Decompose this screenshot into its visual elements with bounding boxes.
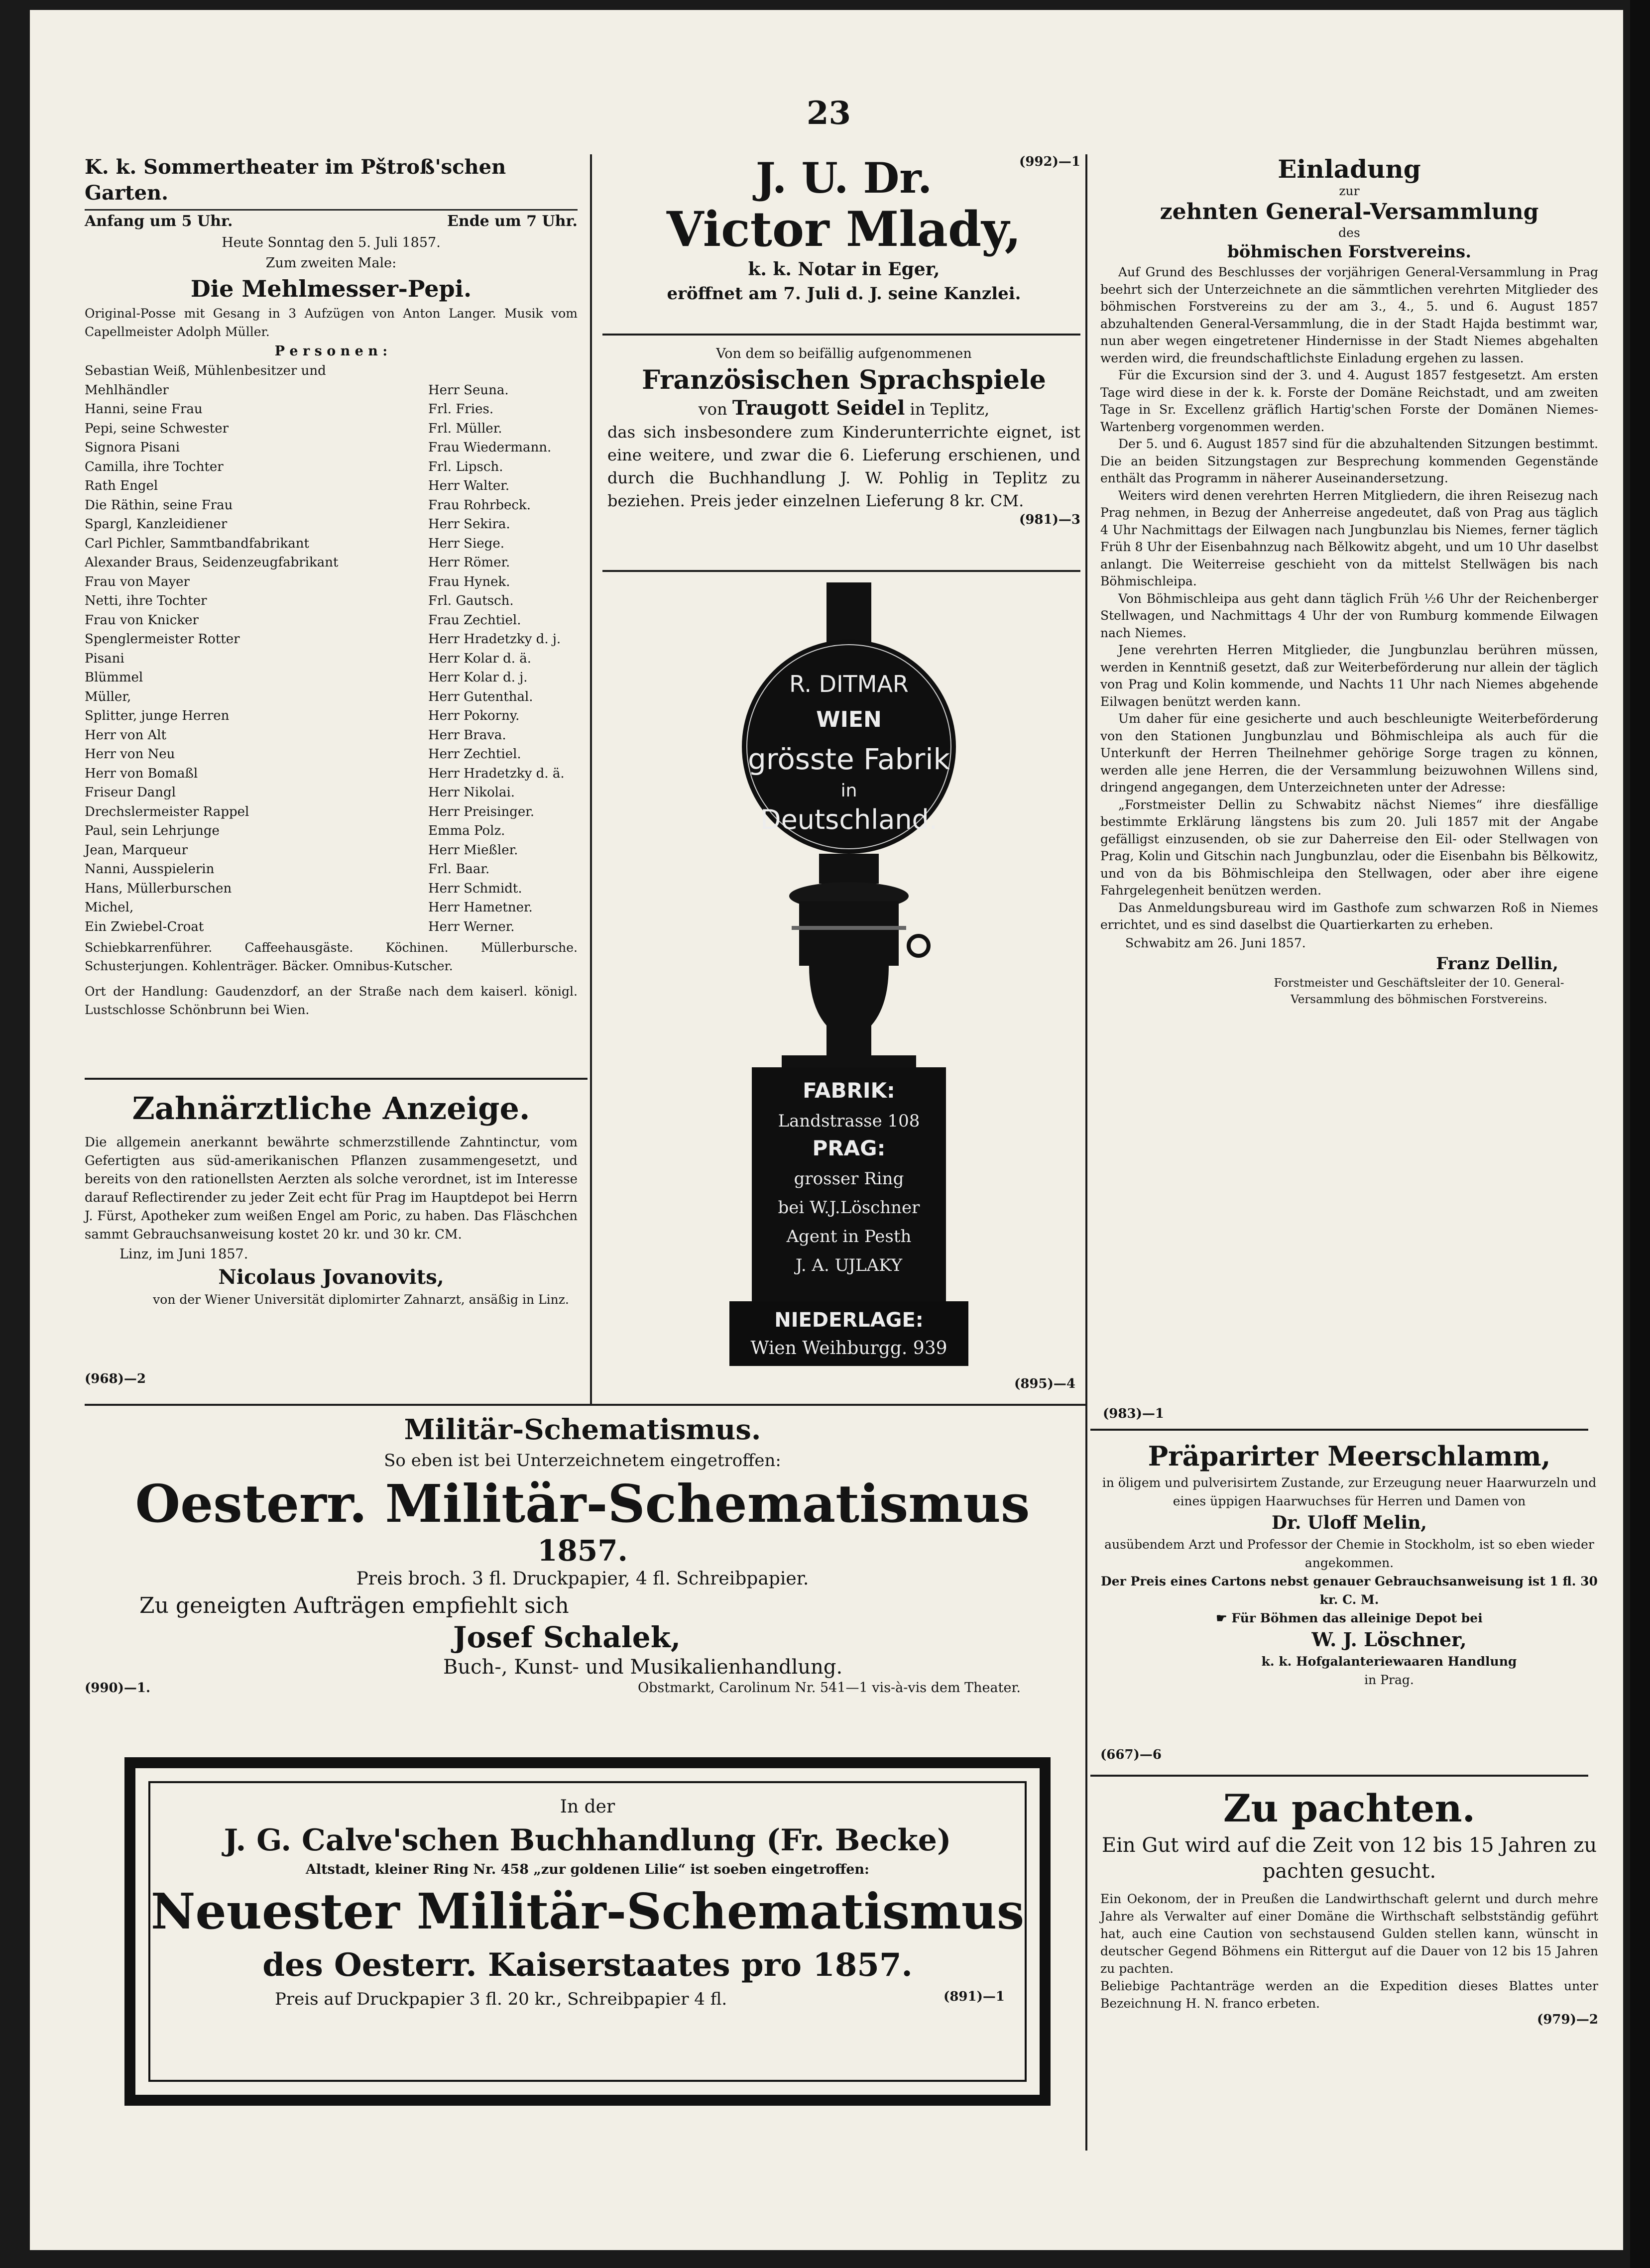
schema-header: Militär-Schematismus. xyxy=(404,1413,761,1446)
scan-border xyxy=(1630,0,1650,2268)
section-rule-mid-bottom xyxy=(602,570,1080,572)
french-serial: (981)—3 xyxy=(1019,512,1080,527)
forest-paragraph: Der 5. und 6. August 1857 sind für die abzuhaltenden Sitzungen bestimmt. Die an beiden Sitzungstagen zur Besprechung kommenden Gegenstände enthält das Programm in näherer Auseinandersetzung. xyxy=(1100,437,1598,485)
french-intro: Von dem so beifällig aufgenommenen xyxy=(716,346,972,361)
cast-actor: Herr Zechtiel. xyxy=(428,747,521,762)
theater-announcement xyxy=(85,154,578,1019)
meerschaum-depot: ☛ Für Böhmen das alleinige Depot bei xyxy=(1216,1611,1483,1625)
cast-actor xyxy=(428,361,578,381)
meerschaum-dealer-desc: k. k. Hofgalanteriewaaren Handlung xyxy=(1261,1654,1517,1669)
section-rule-right-1 xyxy=(1090,1429,1588,1431)
calve-in-der: In der xyxy=(560,1797,615,1817)
cast-actor: Emma Polz. xyxy=(428,823,505,838)
cast-actor: Herr Nikolai. xyxy=(428,785,515,800)
lamp-serial: (895)—4 xyxy=(1014,1376,1075,1391)
lamp-base-line: bei W.J.Löschner xyxy=(778,1198,920,1218)
cast-role: Frau von Knicker xyxy=(85,612,199,628)
cast-actor: Frau Zechtiel. xyxy=(428,612,521,628)
calve-footer xyxy=(150,1986,1025,2009)
notary-opens: eröffnet am 7. Juli d. J. seine Kanzlei. xyxy=(667,284,1021,304)
cast-role: Die Räthin, seine Frau xyxy=(85,497,233,513)
cast-row xyxy=(85,381,578,400)
cast-role: Michel, xyxy=(85,900,134,915)
cast-role: Paul, sein Lehrjunge xyxy=(85,823,220,838)
theater-end: Ende um 7 Uhr. xyxy=(447,213,578,230)
cast-role: Herr von Neu xyxy=(85,747,175,762)
forest-paragraph: Weiters wird denen verehrten Herren Mitgliedern, die ihren Reisezug nach Prag nehmen, in Bezug der Anherreise angedeutet, daß von Prag aus täglich 4 Uhr Nachmittags der Eilwagen nach Jungbunzlau bis Niemes, ferner täglich Früh 8 Uhr der Eisenbahnzug nach Bělkowitz abgeht, und um 10 Uhr daselbst anlangt. Die Weiterreise geschieht von da mittelst Stellwägen bis nach Böhmischleipa. xyxy=(1100,488,1598,588)
forest-paragraph: „Forstmeister Dellin zu Schwabitz nächst Niemes“ ihre diesfällige bestimmte Erklärung längstens bis zum 20. Juli 1857 mit der Angabe gefälligst einzusenden, ob sie zur Daherreise den Eil- oder Stellwagen von Prag, Kolin und Gitschin nach Jungbunzlau, oder die Eisenbahn bis Bělkowitz, und von da bis Böhmischleipa den Stellwagen, oder aber ihre eigene Fahrgelegenheit benützen werden. xyxy=(1100,797,1598,898)
cast-actor: Frl. Baar. xyxy=(428,862,490,877)
cast-role: Friseur Dangl xyxy=(85,785,176,800)
cast-role: Mehlhändler xyxy=(85,382,169,398)
dentist-ad xyxy=(85,1088,578,1386)
cast-actor: Herr Kolar d. j. xyxy=(428,670,528,685)
cast-row xyxy=(85,630,578,649)
schema-seller: Josef Schalek, xyxy=(453,1620,681,1654)
dentist-credential: von der Wiener Universität diplomirter Zahnarzt, ansäßig in Linz. xyxy=(153,1292,569,1307)
page-number: 23 xyxy=(807,95,851,132)
meerschaum-doctor-desc: ausübendem Arzt und Professor der Chemie in Stockholm, ist so eben wieder angekommen. xyxy=(1104,1537,1594,1570)
forest-zur: zur xyxy=(1339,184,1360,198)
cast-row xyxy=(85,860,578,879)
cast-row xyxy=(85,745,578,764)
cast-row xyxy=(85,917,578,937)
cast-actor: Herr Pokorny. xyxy=(428,708,520,723)
meerschaum-dealer: W. J. Löschner, xyxy=(1311,1628,1467,1651)
meerschaum-ad xyxy=(1100,1439,1598,1762)
lease-serial: (979)—2 xyxy=(1537,2012,1598,2027)
calve-shop: J. G. Calve'schen Buchhandlung (Fr. Becke) xyxy=(224,1823,951,1858)
cast-row xyxy=(85,879,578,899)
cast-row xyxy=(85,611,578,630)
schema-title: Oesterr. Militär-Schematismus xyxy=(135,1473,1030,1534)
meerschaum-doctor: Dr. Uloff Melin, xyxy=(1272,1512,1427,1533)
french-body: das sich insbesondere zum Kinderunterrichte eignet, ist eine weitere, und zwar die 6. Lieferung erschienen, und durch die Buchhandlung J. W. Pohlig in Teplitz zu beziehen. Preis jeder einzelnen Lieferung 8 kr. CM. xyxy=(607,423,1080,510)
forest-des: des xyxy=(1338,226,1360,240)
cast-role: Nanni, Ausspielerin xyxy=(85,862,215,877)
cast-row xyxy=(85,361,578,381)
cast-actor: Herr Preisinger. xyxy=(428,804,535,819)
cast-actor: Herr Brava. xyxy=(428,727,506,743)
disc-city: WIEN xyxy=(816,707,882,732)
dentist-name: Nicolaus Jovanovits, xyxy=(218,1265,444,1289)
column-rule-right xyxy=(1085,154,1087,2151)
cast-actor: Herr Römer. xyxy=(428,555,510,570)
theater-times xyxy=(85,209,578,232)
depot-address: Wien Weihburgg. 939 xyxy=(750,1338,947,1359)
french-author: Traugott Seidel xyxy=(732,396,905,420)
cast-row xyxy=(85,783,578,802)
forest-paragraphs xyxy=(1100,264,1598,934)
forest-society: böhmischen Forstvereins. xyxy=(1227,242,1472,262)
cast-actor: Herr Schmidt. xyxy=(428,881,522,896)
cast-row xyxy=(85,457,578,477)
cast-actor: Herr Werner. xyxy=(428,919,515,934)
dentist-serial: (968)—2 xyxy=(85,1371,146,1386)
schema-recommend: Zu geneigten Aufträgen empfiehlt sich xyxy=(139,1593,569,1618)
cast-role: Frau von Mayer xyxy=(85,574,190,589)
cast-role: Pepi, seine Schwester xyxy=(85,421,229,436)
cast-row xyxy=(85,687,578,707)
cast-role: Spargl, Kanzleidiener xyxy=(85,517,228,532)
forest-paragraph: Das Anmeldungsbureau wird im Gasthofe zum schwarzen Roß in Niemes errichtet, und es sind daselbst die Quartierkarten zu erheben. xyxy=(1100,900,1598,932)
lamp-illustration xyxy=(607,577,1080,1404)
cast-row xyxy=(85,476,578,496)
cast-actor: Frau Hynek. xyxy=(428,574,510,589)
lamp-stem xyxy=(809,966,889,1055)
lamp-base-line: Agent in Pesth xyxy=(786,1227,912,1247)
cast-row xyxy=(85,649,578,669)
calve-subtitle: des Oesterr. Kaiserstaates pro 1857. xyxy=(262,1946,913,1984)
lease-body: Ein Oekonom, der in Preußen die Landwirthschaft gelernt und durch mehre Jahre als Verwalter auf einer Domäne die Wirthschaft selbstständig geführt hat, auch eine Caution von sechstausend Gulden stellen kann, wünscht in deutscher Gegend Böhmens ein Rittergut auf die Dauer von 12 bis 15 Jahren zu pachten. xyxy=(1100,1892,1598,1976)
notary-name: Victor Mlady, xyxy=(666,201,1022,257)
lamp-wick-band xyxy=(792,926,906,930)
lamp-base-line: J. A. UJLAKY xyxy=(795,1255,903,1275)
meerschaum-city: in Prag. xyxy=(1364,1673,1414,1687)
dentist-place-date: Linz, im Juni 1857. xyxy=(119,1247,248,1262)
cast-row xyxy=(85,515,578,534)
meerschaum-title: Präparirter Meerschlamm, xyxy=(1148,1440,1551,1472)
notary-ad xyxy=(607,154,1080,306)
cast-row xyxy=(85,400,578,419)
cast-list xyxy=(85,361,578,936)
disc-country: Deutschland. xyxy=(760,804,938,835)
cast-row xyxy=(85,726,578,745)
forest-paragraph: Um daher für eine gesicherte und auch beschleunigte Weiterbeförderung von den Stationen Jungbunzlau und Böhmischleipa als auch für die Unterkunft der Herren Theilnehmer gehörige Sorge tragen zu können, werden alle jene Herren, die der Versammlung beizuwohnen Willens sind, dringend angegangen, dem Unterzeichneten unter der Adresse: xyxy=(1100,711,1598,794)
cast-role: Blümmel xyxy=(85,670,143,685)
section-rule-right-2 xyxy=(1090,1775,1588,1777)
cast-actor: Herr Sekira. xyxy=(428,517,510,532)
schema-serial: (990)—1. xyxy=(85,1681,151,1696)
cast-role: Müller, xyxy=(85,689,131,704)
cast-actor: Frau Rohrbeck. xyxy=(428,497,531,513)
lease-ad xyxy=(1100,1785,1598,2027)
forest-society-invitation xyxy=(1100,154,1598,1008)
forest-paragraph: Von Böhmischleipa aus geht dann täglich Früh ½6 Uhr der Reichenberger Stellwagen, und Nachmittags 4 Uhr der von Rumburg kommende Eilwagen nach Niemes. xyxy=(1100,591,1598,640)
theater-title: K. k. Sommertheater im Pštroß'schen Garten. xyxy=(85,155,506,205)
cast-row xyxy=(85,706,578,726)
section-rule-mid-top xyxy=(602,334,1080,336)
calve-price: Preis auf Druckpapier 3 fl. 20 kr., Schreibpapier 4 fl. xyxy=(275,1989,727,2009)
notary-title: J. U. Dr. xyxy=(755,153,933,203)
cast-actor: Frl. Lipsch. xyxy=(428,459,503,474)
cast-role: Drechslermeister Rappel xyxy=(85,804,249,819)
french-author-pre: von xyxy=(698,400,727,419)
depot-title: NIEDERLAGE: xyxy=(774,1309,924,1332)
section-rule-schema xyxy=(85,1404,1085,1406)
cast-row xyxy=(85,419,578,439)
cast-role: Hanni, seine Frau xyxy=(85,402,203,417)
cast-row xyxy=(85,438,578,457)
lamp-base-line: grosser Ring xyxy=(794,1169,904,1189)
cast-actor: Frl. Fries. xyxy=(428,402,494,417)
cast-actor: Herr Hradetzky d. ä. xyxy=(428,766,565,781)
disc-in: in xyxy=(840,781,857,801)
cast-actor: Frl. Müller. xyxy=(428,421,502,436)
forest-serial: (983)—1 xyxy=(1103,1406,1164,1421)
wick-key-icon xyxy=(909,936,929,956)
forest-paragraph: Jene verehrten Herren Mitglieder, die Jungbunzlau berühren müssen, werden in Kenntniß gesetzt, daß zur Weiterbeförderung nur allein der täglich von Prag und Kolin kommende, und Nachts 11 Uhr nach Niemes abgehende Eilwagen benützt werden kann. xyxy=(1100,643,1598,709)
french-author-post: in Teplitz, xyxy=(910,400,990,419)
schematismus-ad xyxy=(85,1411,1080,1696)
calve-serial: (891)—1 xyxy=(943,1989,1005,2004)
lamp-neck xyxy=(819,854,879,884)
cast-actor: Frau Wiedermann. xyxy=(428,440,552,455)
play-title: Die Mehlmesser-Pepi. xyxy=(190,275,472,302)
cast-row xyxy=(85,668,578,687)
cast-role: Carl Pichler, Sammtbandfabrikant xyxy=(85,536,309,551)
schema-price: Preis broch. 3 fl. Druckpapier, 4 fl. Schreibpapier. xyxy=(356,1569,809,1589)
cast-row xyxy=(85,764,578,784)
cast-actor: Herr Gutenthal. xyxy=(428,689,533,704)
cast-row xyxy=(85,802,578,822)
forest-paragraph: Für die Excursion sind der 3. und 4. August 1857 festgesetzt. Am ersten Tage wird diese in der k. k. Forste der Domäne Reichstadt, und am zweiten Tage in Sr. Excellenz gräflich Hartig'schen Forste der Domänen Niemes-Wartenberg vorgenommen werden. xyxy=(1100,368,1598,434)
forest-signer: Franz Dellin, xyxy=(1436,953,1558,974)
play-subtitle: Original-Posse mit Gesang in 3 Aufzügen von Anton Langer. Musik vom Capellmeister Adolph Müller. xyxy=(85,306,578,339)
lamp-base-line: Landstrasse 108 xyxy=(778,1111,920,1131)
calve-ad xyxy=(148,1781,1027,2082)
notary-serial: (992)—1 xyxy=(1019,154,1080,169)
calve-title: Neuester Militär-Schematismus xyxy=(150,1883,1025,1940)
cast-role: Spenglermeister Rotter xyxy=(85,632,240,647)
forest-assembly: zehnten General-Versammlung xyxy=(1160,199,1539,225)
cast-extras: Schiebkarrenführer. Caffeehausgäste. Köchinen. Müllerbursche. Schusterjungen. Kohlenträger. Bäcker. Omnibus-Kutscher. xyxy=(85,940,578,973)
theater-repeat: Zum zweiten Male: xyxy=(265,255,397,271)
cast-role: Hans, Müllerburschen xyxy=(85,881,232,896)
cast-row xyxy=(85,821,578,841)
cast-role: Sebastian Weiß, Mühlenbesitzer und xyxy=(85,363,326,378)
dentist-body: Die allgemein anerkannt bewährte schmerzstillende Zahntinctur, vom Gefertigten aus süd-amerikanischen Pflanzen zusammengesetzt, und bereits von den rationellsten Aerzten als solche verordnet, ist im Interesse darauf Reflectirender zu jeder Zeit echt für Prag im Hauptdepot bei Herrn J. Fürst, Apotheker zum weißen Engel am Poric, zu haben. Das Fläschchen sammt Gebrauchsanweisung kostet 20 kr. und 30 kr. CM. xyxy=(85,1135,578,1242)
cast-row xyxy=(85,534,578,554)
forest-signer-title: Forstmeister und Geschäftsleiter der 10. General-Versammlung des böhmischen Forstvereins. xyxy=(1274,976,1564,1006)
disc-main: grösste Fabrik xyxy=(747,742,950,776)
french-game-ad xyxy=(607,343,1080,527)
cast-role: Signora Pisani xyxy=(85,440,180,455)
forest-title: Einladung xyxy=(1278,154,1421,184)
cast-row xyxy=(85,572,578,592)
calve-address: Altstadt, kleiner Ring Nr. 458 „zur goldenen Lilie“ ist soeben eingetroffen: xyxy=(305,1862,869,1877)
newspaper-page xyxy=(30,10,1623,2250)
dentist-title: Zahnärztliche Anzeige. xyxy=(132,1090,530,1127)
cast-row xyxy=(85,496,578,515)
schema-footer xyxy=(85,1680,1080,1696)
cast-role: Pisani xyxy=(85,651,124,666)
schema-seller-desc: Buch-, Kunst- und Musikalienhandlung. xyxy=(443,1656,843,1679)
lamp-font xyxy=(799,901,899,966)
play-place: Ort der Handlung: Gaudenzdorf, an der Straße nach dem kaiserl. königl. Lustschlosse Schönbrunn bei Wien. xyxy=(85,984,578,1017)
cast-role: Herr von Alt xyxy=(85,727,167,743)
disc-top: R. DITMAR xyxy=(789,671,909,697)
schema-year: 1857. xyxy=(537,1534,628,1568)
cast-role: Jean, Marqueur xyxy=(85,842,188,858)
column-rule-left xyxy=(590,154,592,1404)
cast-role: Rath Engel xyxy=(85,478,158,493)
lease-lead: Ein Gut wird auf die Zeit von 12 bis 15 Jahren zu pachten gesucht. xyxy=(1101,1834,1597,1883)
cast-role: Alexander Braus, Seidenzeugfabrikant xyxy=(85,555,339,570)
theater-date: Heute Sonntag den 5. Juli 1857. xyxy=(222,235,441,250)
lease-note: Beliebige Pachtanträge werden an die Expedition dieses Blattes unter Bezeichnung H. N. franco erbeten. xyxy=(1100,1979,1598,2011)
cast-role: Herr von Bomaßl xyxy=(85,766,198,781)
meerschaum-body: in öligem und pulverisirtem Zustande, zur Erzeugung neuer Haarwurzeln und eines üppigen Haarwuchses für Herren und Damen von xyxy=(1102,1475,1597,1508)
cast-actor: Herr Kolar d. ä. xyxy=(428,651,532,666)
meerschaum-price: Der Preis eines Cartons nebst genauer Gebrauchsanweisung ist 1 fl. 30 kr. C. M. xyxy=(1101,1574,1598,1607)
ditmar-lamp-ad xyxy=(607,577,1080,1404)
french-author-line xyxy=(607,397,1080,421)
calve-frame xyxy=(124,1757,1051,2106)
lamp-base-line: FABRIK: xyxy=(803,1078,895,1103)
cast-role: Netti, ihre Tochter xyxy=(85,593,207,608)
cast-actor: Herr Walter. xyxy=(428,478,510,493)
cast-actor: Herr Siege. xyxy=(428,536,504,551)
cast-actor: Herr Mießler. xyxy=(428,842,518,858)
cast-row xyxy=(85,841,578,860)
schema-address: Obstmarkt, Carolinum Nr. 541—1 vis-à-vis dem Theater. xyxy=(638,1680,1021,1696)
forest-paragraph: Auf Grund des Beschlusses der vorjährigen General-Versammlung in Prag beehrt sich der Unterzeichnete an die sämmtlichen verehrten Mitglieder des böhmischen Forstvereins zu der am 3., 4., 5. und 6. August 1857 abzuhaltenden General-Versammlung, die in der Stadt Hajda bestimmt war, nun aber wegen eingetretener Hindernisse in der Stadt Niemes abgehalten werden wird, die freundschaftlichste Einladung ergehen zu lassen. xyxy=(1100,265,1598,365)
cast-actor: Herr Seuna. xyxy=(428,382,509,398)
notary-role: k. k. Notar in Eger, xyxy=(748,259,940,280)
section-rule-left xyxy=(85,1078,588,1080)
schema-arrived: So eben ist bei Unterzeichnetem eingetroffen: xyxy=(384,1451,781,1471)
persons-heading: P e r s o n e n : xyxy=(274,343,388,359)
cast-role: Ein Zwiebel-Croat xyxy=(85,919,204,934)
cast-actor: Herr Hametner. xyxy=(428,900,533,915)
meerschaum-serial: (667)—6 xyxy=(1100,1747,1162,1762)
theater-start: Anfang um 5 Uhr. xyxy=(85,213,233,230)
cast-role: Splitter, junge Herren xyxy=(85,708,230,723)
cast-row xyxy=(85,591,578,611)
lamp-base-line: PRAG: xyxy=(812,1136,886,1160)
cast-row xyxy=(85,898,578,917)
french-title: Französischen Sprachspiele xyxy=(642,365,1046,395)
cast-row xyxy=(85,553,578,572)
lamp-base-cap xyxy=(782,1055,916,1067)
cast-role: Camilla, ihre Tochter xyxy=(85,459,224,474)
forest-place-date: Schwabitz am 26. Juni 1857. xyxy=(1125,935,1306,950)
cast-actor: Frl. Gautsch. xyxy=(428,593,514,608)
lease-title: Zu pachten. xyxy=(1223,1786,1476,1830)
cast-actor: Herr Hradetzky d. j. xyxy=(428,632,561,647)
